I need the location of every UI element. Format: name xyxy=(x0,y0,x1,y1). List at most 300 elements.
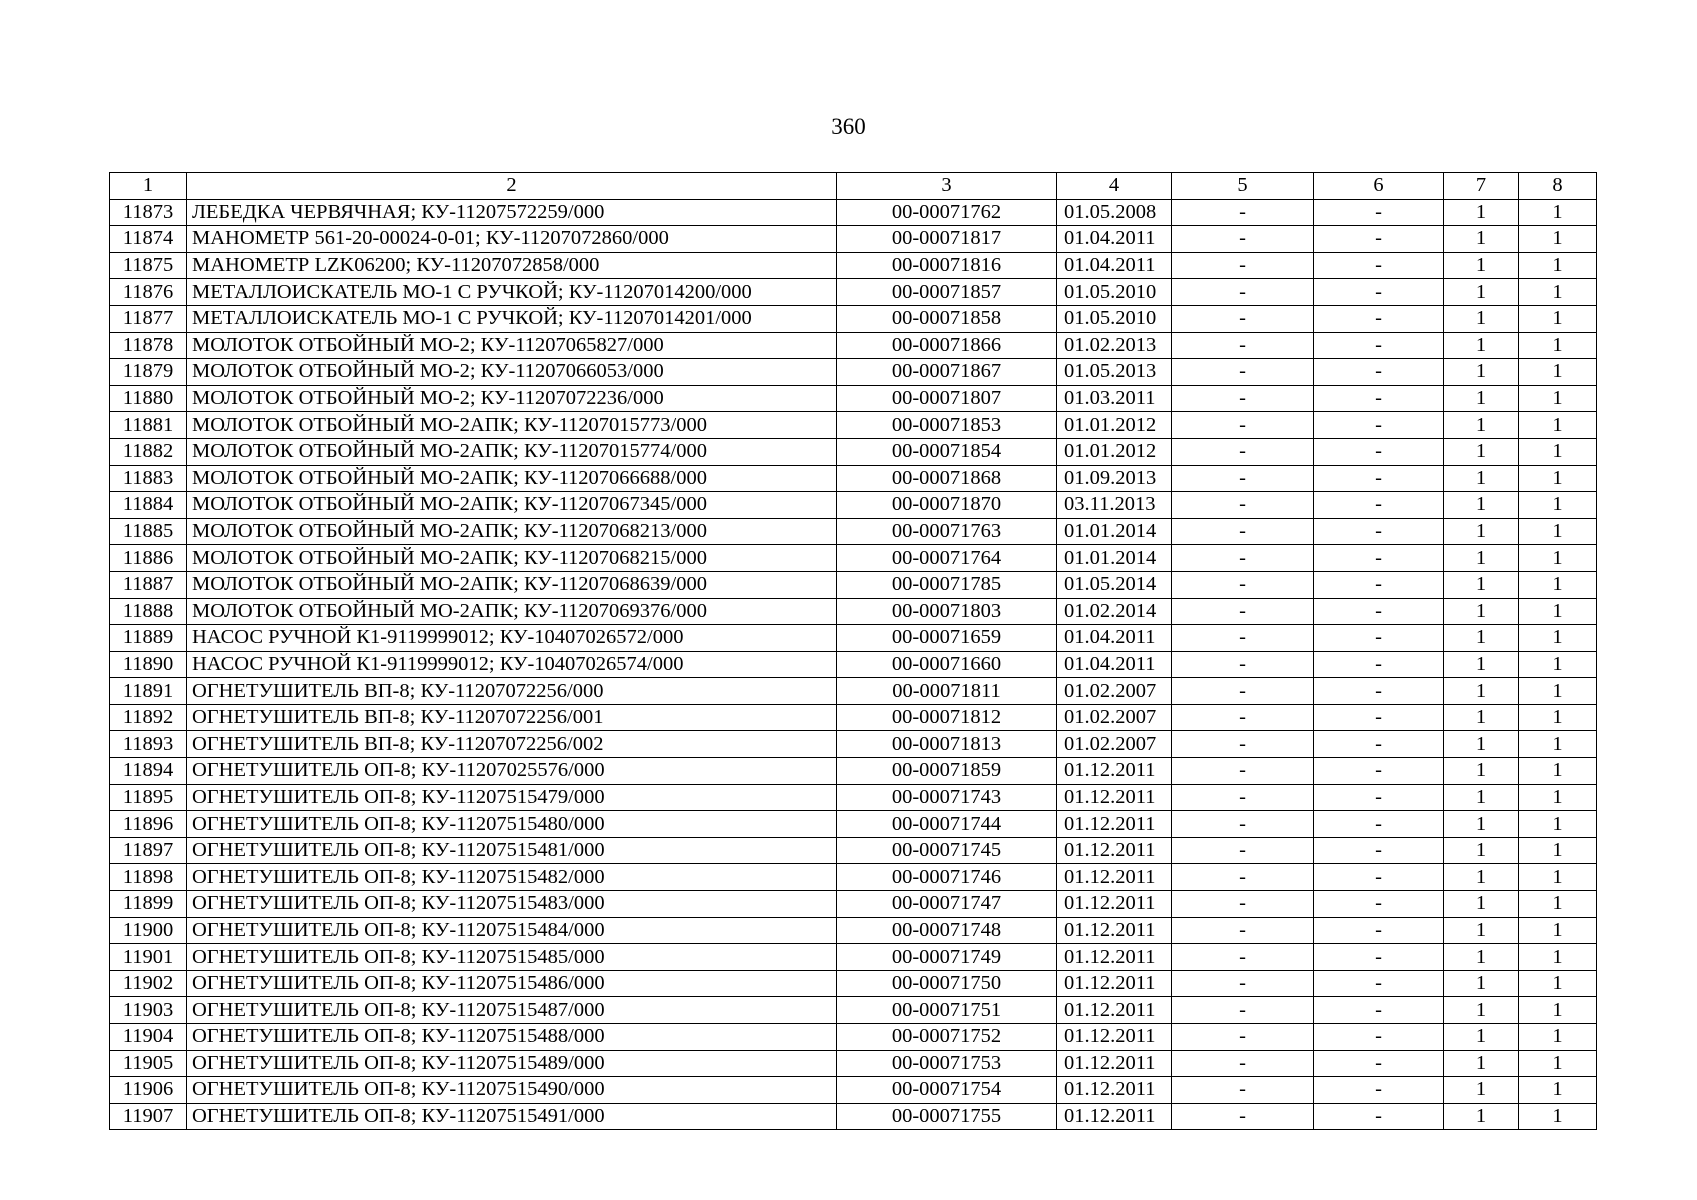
quantity8-cell: 1 xyxy=(1519,784,1597,811)
quantity8-cell: 1 xyxy=(1519,758,1597,785)
date-cell: 01.05.2014 xyxy=(1057,571,1172,598)
col5-cell: - xyxy=(1172,305,1314,332)
date-cell: 01.01.2014 xyxy=(1057,545,1172,572)
quantity7-cell: 1 xyxy=(1444,465,1519,492)
column-header-2: 2 xyxy=(187,173,837,200)
inventory-code-cell: 00-00071811 xyxy=(837,678,1057,705)
table-row xyxy=(110,970,1597,997)
inventory-code-cell: 00-00071743 xyxy=(837,784,1057,811)
col6-cell: - xyxy=(1314,970,1444,997)
col6-cell: - xyxy=(1314,944,1444,971)
quantity7-cell: 1 xyxy=(1444,864,1519,891)
quantity8-cell: 1 xyxy=(1519,625,1597,652)
quantity7-cell: 1 xyxy=(1444,492,1519,519)
quantity8-cell: 1 xyxy=(1519,518,1597,545)
table-row xyxy=(110,492,1597,519)
table-row xyxy=(110,518,1597,545)
inventory-code-cell: 00-00071748 xyxy=(837,917,1057,944)
quantity7-cell: 1 xyxy=(1444,571,1519,598)
quantity7-cell: 1 xyxy=(1444,625,1519,652)
date-cell: 01.02.2013 xyxy=(1057,332,1172,359)
col5-cell: - xyxy=(1172,917,1314,944)
row-number-cell: 11899 xyxy=(110,891,187,918)
row-number-cell: 11880 xyxy=(110,385,187,412)
col5-cell: - xyxy=(1172,811,1314,838)
col6-cell: - xyxy=(1314,518,1444,545)
table-row xyxy=(110,758,1597,785)
quantity7-cell: 1 xyxy=(1444,837,1519,864)
row-number-cell: 11878 xyxy=(110,332,187,359)
quantity8-cell: 1 xyxy=(1519,678,1597,705)
quantity7-cell: 1 xyxy=(1444,1024,1519,1051)
col6-cell: - xyxy=(1314,625,1444,652)
date-cell: 01.12.2011 xyxy=(1057,891,1172,918)
col5-cell: - xyxy=(1172,545,1314,572)
col5-cell: - xyxy=(1172,837,1314,864)
quantity8-cell: 1 xyxy=(1519,1077,1597,1104)
date-cell: 01.04.2011 xyxy=(1057,651,1172,678)
col6-cell: - xyxy=(1314,199,1444,226)
inventory-code-cell: 00-00071868 xyxy=(837,465,1057,492)
quantity7-cell: 1 xyxy=(1444,252,1519,279)
inventory-code-cell: 00-00071813 xyxy=(837,731,1057,758)
row-number-cell: 11877 xyxy=(110,305,187,332)
date-cell: 01.05.2008 xyxy=(1057,199,1172,226)
column-header-7: 7 xyxy=(1444,173,1519,200)
quantity8-cell: 1 xyxy=(1519,731,1597,758)
inventory-code-cell: 00-00071816 xyxy=(837,252,1057,279)
quantity7-cell: 1 xyxy=(1444,651,1519,678)
quantity8-cell: 1 xyxy=(1519,997,1597,1024)
col6-cell: - xyxy=(1314,758,1444,785)
col5-cell: - xyxy=(1172,678,1314,705)
item-name-cell: МАНОМЕТР 561-20-00024-0-01; КУ-11207072860/000 xyxy=(187,226,837,253)
row-number-cell: 11893 xyxy=(110,731,187,758)
col5-cell: - xyxy=(1172,891,1314,918)
column-header-3: 3 xyxy=(837,173,1057,200)
item-name-cell: ОГНЕТУШИТЕЛЬ ОП-8; КУ-11207515487/000 xyxy=(187,997,837,1024)
col5-cell: - xyxy=(1172,1103,1314,1130)
item-name-cell: МОЛОТОК ОТБОЙНЫЙ МО-2АПК; КУ-11207015774/000 xyxy=(187,438,837,465)
date-cell: 01.12.2011 xyxy=(1057,811,1172,838)
row-number-cell: 11874 xyxy=(110,226,187,253)
col6-cell: - xyxy=(1314,917,1444,944)
row-number-cell: 11886 xyxy=(110,545,187,572)
col5-cell: - xyxy=(1172,412,1314,439)
table-row xyxy=(110,651,1597,678)
quantity8-cell: 1 xyxy=(1519,891,1597,918)
item-name-cell: МОЛОТОК ОТБОЙНЫЙ МО-2; КУ-11207065827/000 xyxy=(187,332,837,359)
inventory-code-cell: 00-00071803 xyxy=(837,598,1057,625)
col6-cell: - xyxy=(1314,385,1444,412)
col6-cell: - xyxy=(1314,784,1444,811)
col5-cell: - xyxy=(1172,625,1314,652)
item-name-cell: ОГНЕТУШИТЕЛЬ ОП-8; КУ-11207515486/000 xyxy=(187,970,837,997)
row-number-cell: 11887 xyxy=(110,571,187,598)
item-name-cell: ОГНЕТУШИТЕЛЬ ОП-8; КУ-11207515482/000 xyxy=(187,864,837,891)
item-name-cell: НАСОС РУЧНОЙ К1-9119999012; КУ-10407026572/000 xyxy=(187,625,837,652)
quantity7-cell: 1 xyxy=(1444,704,1519,731)
table-row xyxy=(110,279,1597,306)
col5-cell: - xyxy=(1172,784,1314,811)
quantity7-cell: 1 xyxy=(1444,412,1519,439)
item-name-cell: МОЛОТОК ОТБОЙНЫЙ МО-2АПК; КУ-11207068213/000 xyxy=(187,518,837,545)
quantity7-cell: 1 xyxy=(1444,891,1519,918)
table-row xyxy=(110,412,1597,439)
col5-cell: - xyxy=(1172,332,1314,359)
table-row xyxy=(110,784,1597,811)
quantity7-cell: 1 xyxy=(1444,279,1519,306)
col6-cell: - xyxy=(1314,545,1444,572)
inventory-code-cell: 00-00071744 xyxy=(837,811,1057,838)
col5-cell: - xyxy=(1172,704,1314,731)
col6-cell: - xyxy=(1314,412,1444,439)
date-cell: 01.12.2011 xyxy=(1057,864,1172,891)
date-cell: 01.12.2011 xyxy=(1057,1077,1172,1104)
table-row xyxy=(110,944,1597,971)
item-name-cell: ОГНЕТУШИТЕЛЬ ОП-8; КУ-11207515490/000 xyxy=(187,1077,837,1104)
col5-cell: - xyxy=(1172,1077,1314,1104)
item-name-cell: ОГНЕТУШИТЕЛЬ ОП-8; КУ-11207515484/000 xyxy=(187,917,837,944)
col5-cell: - xyxy=(1172,997,1314,1024)
date-cell: 01.12.2011 xyxy=(1057,970,1172,997)
table-header-row xyxy=(110,173,1597,200)
item-name-cell: МОЛОТОК ОТБОЙНЫЙ МО-2; КУ-11207072236/000 xyxy=(187,385,837,412)
quantity7-cell: 1 xyxy=(1444,359,1519,386)
quantity7-cell: 1 xyxy=(1444,944,1519,971)
quantity8-cell: 1 xyxy=(1519,412,1597,439)
date-cell: 01.02.2014 xyxy=(1057,598,1172,625)
row-number-cell: 11891 xyxy=(110,678,187,705)
quantity7-cell: 1 xyxy=(1444,385,1519,412)
quantity8-cell: 1 xyxy=(1519,385,1597,412)
col6-cell: - xyxy=(1314,997,1444,1024)
quantity7-cell: 1 xyxy=(1444,997,1519,1024)
quantity7-cell: 1 xyxy=(1444,545,1519,572)
table-row xyxy=(110,545,1597,572)
inventory-code-cell: 00-00071866 xyxy=(837,332,1057,359)
quantity8-cell: 1 xyxy=(1519,332,1597,359)
inventory-code-cell: 00-00071854 xyxy=(837,438,1057,465)
quantity8-cell: 1 xyxy=(1519,1050,1597,1077)
row-number-cell: 11876 xyxy=(110,279,187,306)
quantity8-cell: 1 xyxy=(1519,704,1597,731)
item-name-cell: ОГНЕТУШИТЕЛЬ ОП-8; КУ-11207515489/000 xyxy=(187,1050,837,1077)
col5-cell: - xyxy=(1172,598,1314,625)
quantity8-cell: 1 xyxy=(1519,837,1597,864)
quantity7-cell: 1 xyxy=(1444,1077,1519,1104)
item-name-cell: ОГНЕТУШИТЕЛЬ ВП-8; КУ-11207072256/001 xyxy=(187,704,837,731)
inventory-code-cell: 00-00071754 xyxy=(837,1077,1057,1104)
date-cell: 01.01.2014 xyxy=(1057,518,1172,545)
date-cell: 01.12.2011 xyxy=(1057,917,1172,944)
quantity8-cell: 1 xyxy=(1519,465,1597,492)
inventory-code-cell: 00-00071853 xyxy=(837,412,1057,439)
col6-cell: - xyxy=(1314,226,1444,253)
inventory-code-cell: 00-00071746 xyxy=(837,864,1057,891)
table-row xyxy=(110,997,1597,1024)
date-cell: 01.12.2011 xyxy=(1057,997,1172,1024)
table-row xyxy=(110,305,1597,332)
col5-cell: - xyxy=(1172,279,1314,306)
row-number-cell: 11904 xyxy=(110,1024,187,1051)
table-row xyxy=(110,385,1597,412)
quantity7-cell: 1 xyxy=(1444,678,1519,705)
inventory-code-cell: 00-00071807 xyxy=(837,385,1057,412)
row-number-cell: 11892 xyxy=(110,704,187,731)
row-number-cell: 11906 xyxy=(110,1077,187,1104)
quantity8-cell: 1 xyxy=(1519,199,1597,226)
quantity7-cell: 1 xyxy=(1444,731,1519,758)
quantity8-cell: 1 xyxy=(1519,359,1597,386)
date-cell: 03.11.2013 xyxy=(1057,492,1172,519)
table-row xyxy=(110,917,1597,944)
date-cell: 01.12.2011 xyxy=(1057,1050,1172,1077)
row-number-cell: 11902 xyxy=(110,970,187,997)
item-name-cell: МОЛОТОК ОТБОЙНЫЙ МО-2АПК; КУ-11207068215/000 xyxy=(187,545,837,572)
row-number-cell: 11894 xyxy=(110,758,187,785)
quantity7-cell: 1 xyxy=(1444,598,1519,625)
quantity7-cell: 1 xyxy=(1444,438,1519,465)
col6-cell: - xyxy=(1314,252,1444,279)
col6-cell: - xyxy=(1314,598,1444,625)
col6-cell: - xyxy=(1314,731,1444,758)
date-cell: 01.12.2011 xyxy=(1057,1103,1172,1130)
inventory-code-cell: 00-00071867 xyxy=(837,359,1057,386)
date-cell: 01.12.2011 xyxy=(1057,758,1172,785)
quantity8-cell: 1 xyxy=(1519,598,1597,625)
row-number-cell: 11883 xyxy=(110,465,187,492)
item-name-cell: ОГНЕТУШИТЕЛЬ ВП-8; КУ-11207072256/000 xyxy=(187,678,837,705)
quantity8-cell: 1 xyxy=(1519,492,1597,519)
row-number-cell: 11897 xyxy=(110,837,187,864)
column-header-5: 5 xyxy=(1172,173,1314,200)
table-row xyxy=(110,438,1597,465)
quantity8-cell: 1 xyxy=(1519,944,1597,971)
col5-cell: - xyxy=(1172,385,1314,412)
row-number-cell: 11907 xyxy=(110,1103,187,1130)
inventory-code-cell: 00-00071755 xyxy=(837,1103,1057,1130)
table-row xyxy=(110,864,1597,891)
table-row xyxy=(110,731,1597,758)
quantity8-cell: 1 xyxy=(1519,970,1597,997)
item-name-cell: МОЛОТОК ОТБОЙНЫЙ МО-2АПК; КУ-11207068639/000 xyxy=(187,571,837,598)
inventory-code-cell: 00-00071763 xyxy=(837,518,1057,545)
column-header-1: 1 xyxy=(110,173,187,200)
date-cell: 01.03.2011 xyxy=(1057,385,1172,412)
table-row xyxy=(110,359,1597,386)
col6-cell: - xyxy=(1314,651,1444,678)
col5-cell: - xyxy=(1172,1050,1314,1077)
col5-cell: - xyxy=(1172,252,1314,279)
inventory-code-cell: 00-00071747 xyxy=(837,891,1057,918)
quantity8-cell: 1 xyxy=(1519,545,1597,572)
row-number-cell: 11879 xyxy=(110,359,187,386)
table-row xyxy=(110,598,1597,625)
item-name-cell: МЕТАЛЛОИСКАТЕЛЬ МО-1 С РУЧКОЙ; КУ-11207014200/000 xyxy=(187,279,837,306)
quantity8-cell: 1 xyxy=(1519,811,1597,838)
col6-cell: - xyxy=(1314,864,1444,891)
inventory-code-cell: 00-00071764 xyxy=(837,545,1057,572)
table-row xyxy=(110,571,1597,598)
date-cell: 01.05.2010 xyxy=(1057,305,1172,332)
item-name-cell: МОЛОТОК ОТБОЙНЫЙ МО-2АПК; КУ-11207067345/000 xyxy=(187,492,837,519)
row-number-cell: 11881 xyxy=(110,412,187,439)
column-header-4: 4 xyxy=(1057,173,1172,200)
item-name-cell: ЛЕБЕДКА ЧЕРВЯЧНАЯ; КУ-11207572259/000 xyxy=(187,199,837,226)
col6-cell: - xyxy=(1314,704,1444,731)
table-row xyxy=(110,1077,1597,1104)
quantity8-cell: 1 xyxy=(1519,438,1597,465)
column-header-6: 6 xyxy=(1314,173,1444,200)
row-number-cell: 11882 xyxy=(110,438,187,465)
row-number-cell: 11875 xyxy=(110,252,187,279)
row-number-cell: 11901 xyxy=(110,944,187,971)
date-cell: 01.02.2007 xyxy=(1057,678,1172,705)
table-row xyxy=(110,226,1597,253)
quantity7-cell: 1 xyxy=(1444,332,1519,359)
row-number-cell: 11896 xyxy=(110,811,187,838)
col6-cell: - xyxy=(1314,1024,1444,1051)
quantity8-cell: 1 xyxy=(1519,252,1597,279)
col6-cell: - xyxy=(1314,1077,1444,1104)
date-cell: 01.02.2007 xyxy=(1057,731,1172,758)
row-number-cell: 11905 xyxy=(110,1050,187,1077)
table-row xyxy=(110,891,1597,918)
col5-cell: - xyxy=(1172,864,1314,891)
item-name-cell: ОГНЕТУШИТЕЛЬ ОП-8; КУ-11207515479/000 xyxy=(187,784,837,811)
col6-cell: - xyxy=(1314,571,1444,598)
inventory-code-cell: 00-00071660 xyxy=(837,651,1057,678)
item-name-cell: ОГНЕТУШИТЕЛЬ ВП-8; КУ-11207072256/002 xyxy=(187,731,837,758)
date-cell: 01.01.2012 xyxy=(1057,412,1172,439)
date-cell: 01.04.2011 xyxy=(1057,252,1172,279)
quantity8-cell: 1 xyxy=(1519,279,1597,306)
col5-cell: - xyxy=(1172,465,1314,492)
col6-cell: - xyxy=(1314,305,1444,332)
row-number-cell: 11890 xyxy=(110,651,187,678)
row-number-cell: 11903 xyxy=(110,997,187,1024)
item-name-cell: МОЛОТОК ОТБОЙНЫЙ МО-2АПК; КУ-11207069376/000 xyxy=(187,598,837,625)
item-name-cell: ОГНЕТУШИТЕЛЬ ОП-8; КУ-11207515480/000 xyxy=(187,811,837,838)
date-cell: 01.12.2011 xyxy=(1057,1024,1172,1051)
col6-cell: - xyxy=(1314,332,1444,359)
row-number-cell: 11884 xyxy=(110,492,187,519)
col5-cell: - xyxy=(1172,1024,1314,1051)
col5-cell: - xyxy=(1172,518,1314,545)
quantity8-cell: 1 xyxy=(1519,864,1597,891)
date-cell: 01.04.2011 xyxy=(1057,625,1172,652)
date-cell: 01.12.2011 xyxy=(1057,784,1172,811)
col6-cell: - xyxy=(1314,465,1444,492)
inventory-code-cell: 00-00071752 xyxy=(837,1024,1057,1051)
item-name-cell: МОЛОТОК ОТБОЙНЫЙ МО-2АПК; КУ-11207015773/000 xyxy=(187,412,837,439)
col5-cell: - xyxy=(1172,492,1314,519)
col5-cell: - xyxy=(1172,199,1314,226)
inventory-code-cell: 00-00071659 xyxy=(837,625,1057,652)
quantity8-cell: 1 xyxy=(1519,917,1597,944)
row-number-cell: 11900 xyxy=(110,917,187,944)
quantity7-cell: 1 xyxy=(1444,758,1519,785)
quantity7-cell: 1 xyxy=(1444,970,1519,997)
inventory-code-cell: 00-00071785 xyxy=(837,571,1057,598)
date-cell: 01.04.2011 xyxy=(1057,226,1172,253)
item-name-cell: НАСОС РУЧНОЙ К1-9119999012; КУ-10407026574/000 xyxy=(187,651,837,678)
quantity8-cell: 1 xyxy=(1519,305,1597,332)
inventory-code-cell: 00-00071745 xyxy=(837,837,1057,864)
col5-cell: - xyxy=(1172,438,1314,465)
col6-cell: - xyxy=(1314,359,1444,386)
row-number-cell: 11888 xyxy=(110,598,187,625)
col5-cell: - xyxy=(1172,571,1314,598)
inventory-code-cell: 00-00071749 xyxy=(837,944,1057,971)
table-row xyxy=(110,811,1597,838)
date-cell: 01.01.2012 xyxy=(1057,438,1172,465)
date-cell: 01.02.2007 xyxy=(1057,704,1172,731)
inventory-code-cell: 00-00071817 xyxy=(837,226,1057,253)
inventory-code-cell: 00-00071751 xyxy=(837,997,1057,1024)
item-name-cell: ОГНЕТУШИТЕЛЬ ОП-8; КУ-11207025576/000 xyxy=(187,758,837,785)
item-name-cell: МАНОМЕТР LZK06200; КУ-11207072858/000 xyxy=(187,252,837,279)
table-row xyxy=(110,704,1597,731)
quantity8-cell: 1 xyxy=(1519,571,1597,598)
col5-cell: - xyxy=(1172,944,1314,971)
quantity8-cell: 1 xyxy=(1519,1024,1597,1051)
quantity7-cell: 1 xyxy=(1444,199,1519,226)
table-row xyxy=(110,1050,1597,1077)
table-row xyxy=(110,465,1597,492)
item-name-cell: ОГНЕТУШИТЕЛЬ ОП-8; КУ-11207515488/000 xyxy=(187,1024,837,1051)
column-header-8: 8 xyxy=(1519,173,1597,200)
item-name-cell: МОЛОТОК ОТБОЙНЫЙ МО-2АПК; КУ-11207066688/000 xyxy=(187,465,837,492)
row-number-cell: 11885 xyxy=(110,518,187,545)
col5-cell: - xyxy=(1172,731,1314,758)
item-name-cell: ОГНЕТУШИТЕЛЬ ОП-8; КУ-11207515483/000 xyxy=(187,891,837,918)
col6-cell: - xyxy=(1314,891,1444,918)
col5-cell: - xyxy=(1172,226,1314,253)
item-name-cell: ОГНЕТУШИТЕЛЬ ОП-8; КУ-11207515481/000 xyxy=(187,837,837,864)
inventory-code-cell: 00-00071750 xyxy=(837,970,1057,997)
table-row xyxy=(110,199,1597,226)
inventory-code-cell: 00-00071858 xyxy=(837,305,1057,332)
inventory-code-cell: 00-00071762 xyxy=(837,199,1057,226)
date-cell: 01.05.2013 xyxy=(1057,359,1172,386)
table-row xyxy=(110,625,1597,652)
col5-cell: - xyxy=(1172,970,1314,997)
row-number-cell: 11895 xyxy=(110,784,187,811)
table-row xyxy=(110,1103,1597,1130)
table-row xyxy=(110,1024,1597,1051)
table-row xyxy=(110,252,1597,279)
col6-cell: - xyxy=(1314,1103,1444,1130)
col6-cell: - xyxy=(1314,1050,1444,1077)
quantity7-cell: 1 xyxy=(1444,1050,1519,1077)
quantity7-cell: 1 xyxy=(1444,811,1519,838)
date-cell: 01.09.2013 xyxy=(1057,465,1172,492)
item-name-cell: МОЛОТОК ОТБОЙНЫЙ МО-2; КУ-11207066053/000 xyxy=(187,359,837,386)
quantity7-cell: 1 xyxy=(1444,226,1519,253)
col6-cell: - xyxy=(1314,837,1444,864)
col5-cell: - xyxy=(1172,359,1314,386)
col6-cell: - xyxy=(1314,678,1444,705)
page-number: 360 xyxy=(831,114,866,139)
col5-cell: - xyxy=(1172,758,1314,785)
table-row xyxy=(110,678,1597,705)
quantity7-cell: 1 xyxy=(1444,1103,1519,1130)
inventory-code-cell: 00-00071859 xyxy=(837,758,1057,785)
inventory-code-cell: 00-00071753 xyxy=(837,1050,1057,1077)
quantity7-cell: 1 xyxy=(1444,305,1519,332)
